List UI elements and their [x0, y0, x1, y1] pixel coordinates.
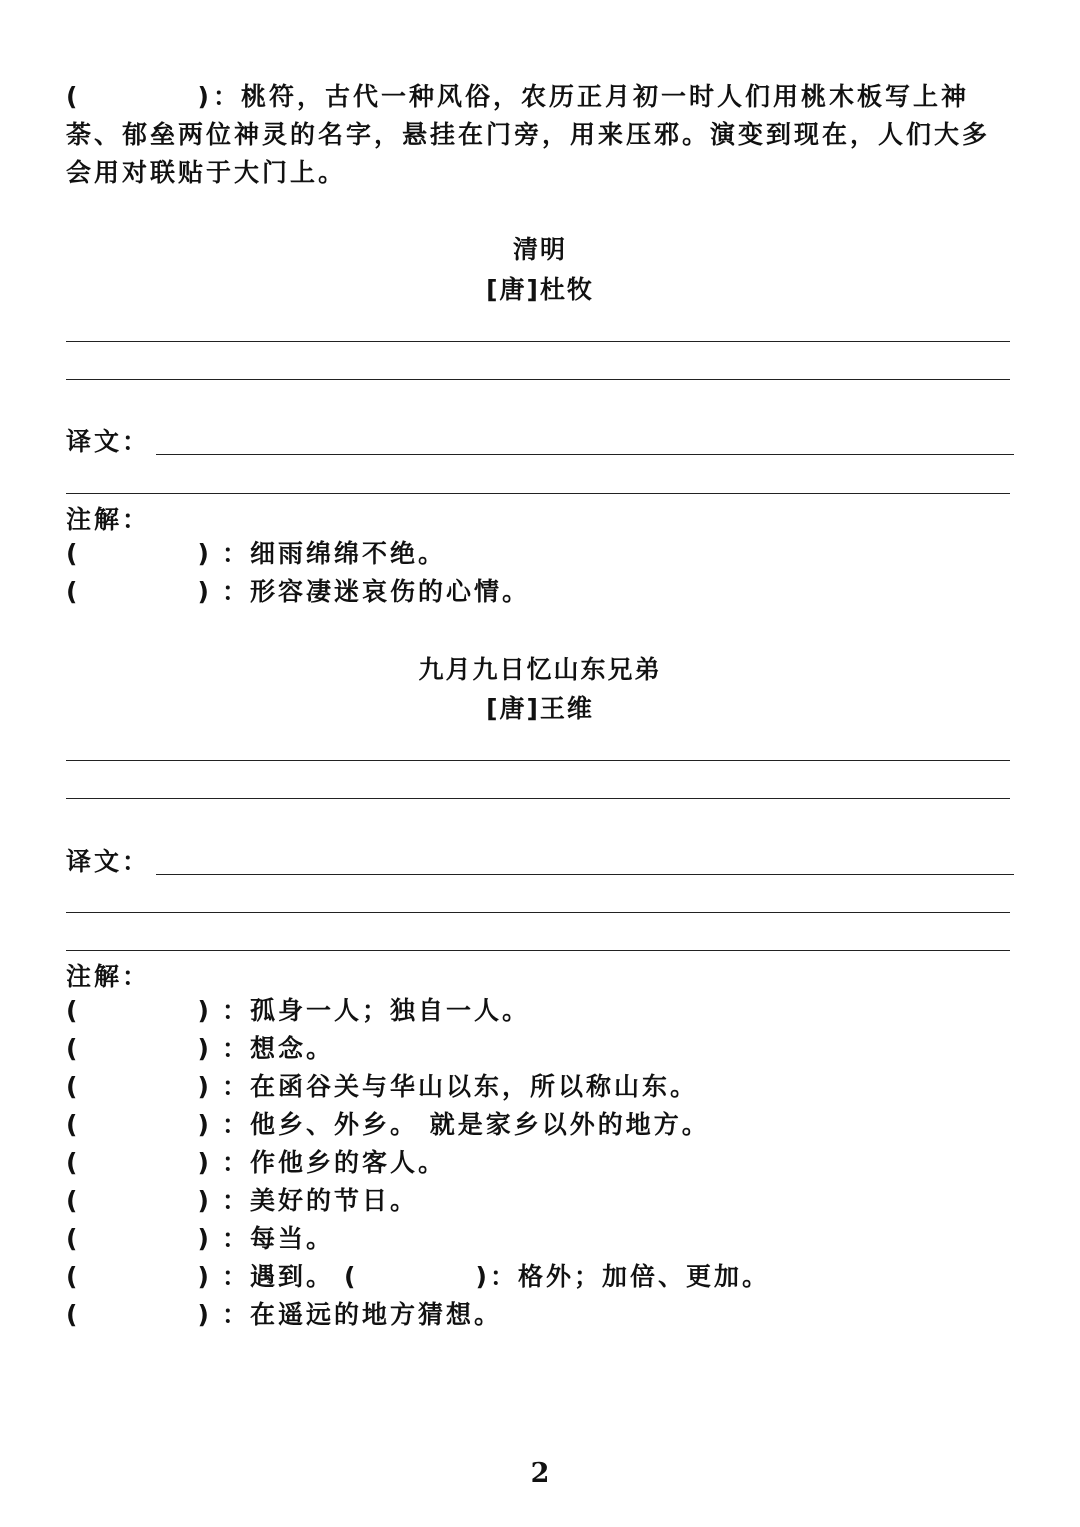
- note-item: [66, 1296, 502, 1334]
- translation-label: 译文：: [66, 847, 151, 876]
- note-text: ：形容凄迷哀伤的心情。: [222, 577, 531, 606]
- answer-blank: ( ): [66, 82, 212, 111]
- poem-title: 清明: [512, 235, 567, 264]
- note-item: [66, 1068, 698, 1106]
- poem-title: 九月九日忆山东兄弟: [418, 655, 662, 684]
- note-text: ：格外；加倍、更加。: [490, 1262, 771, 1291]
- note-item: [66, 1144, 446, 1182]
- intro-text: ：桃符，古代一种风俗，农历正月初一时人们用桃木板写上神荼、郁垒两位神灵的名字，悬挂在门旁，用来压邪。演变到现在，人们大多会用对联贴于大门上。: [66, 82, 991, 187]
- translation-answer-line: [156, 454, 1014, 455]
- translation-answer-line: [156, 874, 1014, 875]
- note-item: [66, 1182, 418, 1220]
- poem-author: [唐]杜牧: [486, 275, 594, 304]
- poem-answer-line: [66, 798, 1010, 799]
- translation-answer-line: [66, 493, 1010, 494]
- answer-blank: ( ): [66, 1110, 212, 1139]
- answer-blank: ( ): [66, 1148, 212, 1177]
- answer-blank: ( ): [66, 1034, 212, 1063]
- intro-paragraph: [66, 78, 1016, 192]
- poem-author: [唐]王维: [486, 694, 594, 723]
- note-item: [66, 573, 530, 611]
- translation-answer-line: [66, 950, 1010, 951]
- notes-label: 注解：: [66, 962, 151, 991]
- notes-label: 注解：: [66, 505, 151, 534]
- answer-blank: ( ): [66, 996, 212, 1025]
- poem-answer-line: [66, 760, 1010, 761]
- note-text: ：细雨绵绵不绝。: [222, 539, 447, 568]
- note-text: ：他乡、外乡。 就是家乡以外的地方。: [222, 1110, 710, 1139]
- note-text: ：在函谷关与华山以东，所以称山东。: [222, 1072, 699, 1101]
- answer-blank: ( ): [344, 1262, 490, 1291]
- note-text: ：想念。: [222, 1034, 335, 1063]
- note-text: ：在遥远的地方猜想。: [222, 1300, 503, 1329]
- page-number: 2: [530, 1458, 550, 1489]
- translation-label: 译文：: [66, 427, 151, 456]
- answer-blank: ( ): [66, 577, 212, 606]
- note-text: ：遇到。: [222, 1262, 335, 1291]
- answer-blank: ( ): [66, 1186, 212, 1215]
- note-item: [66, 1258, 770, 1296]
- translation-answer-line: [66, 912, 1010, 913]
- answer-blank: ( ): [66, 1072, 212, 1101]
- note-text: ：每当。: [222, 1224, 335, 1253]
- note-text: ：作他乡的客人。: [222, 1148, 447, 1177]
- note-item: [66, 1220, 334, 1258]
- answer-blank: ( ): [66, 1262, 212, 1291]
- note-text: ：孤身一人；独自一人。: [222, 996, 531, 1025]
- answer-blank: ( ): [66, 539, 212, 568]
- answer-blank: ( ): [66, 1224, 212, 1253]
- poem-answer-line: [66, 379, 1010, 380]
- answer-blank: ( ): [66, 1300, 212, 1329]
- note-item: [66, 1106, 710, 1144]
- note-item: [66, 1030, 334, 1068]
- note-item: [66, 535, 446, 573]
- note-text: ：美好的节日。: [222, 1186, 419, 1215]
- poem-answer-line: [66, 341, 1010, 342]
- note-item: [66, 992, 530, 1030]
